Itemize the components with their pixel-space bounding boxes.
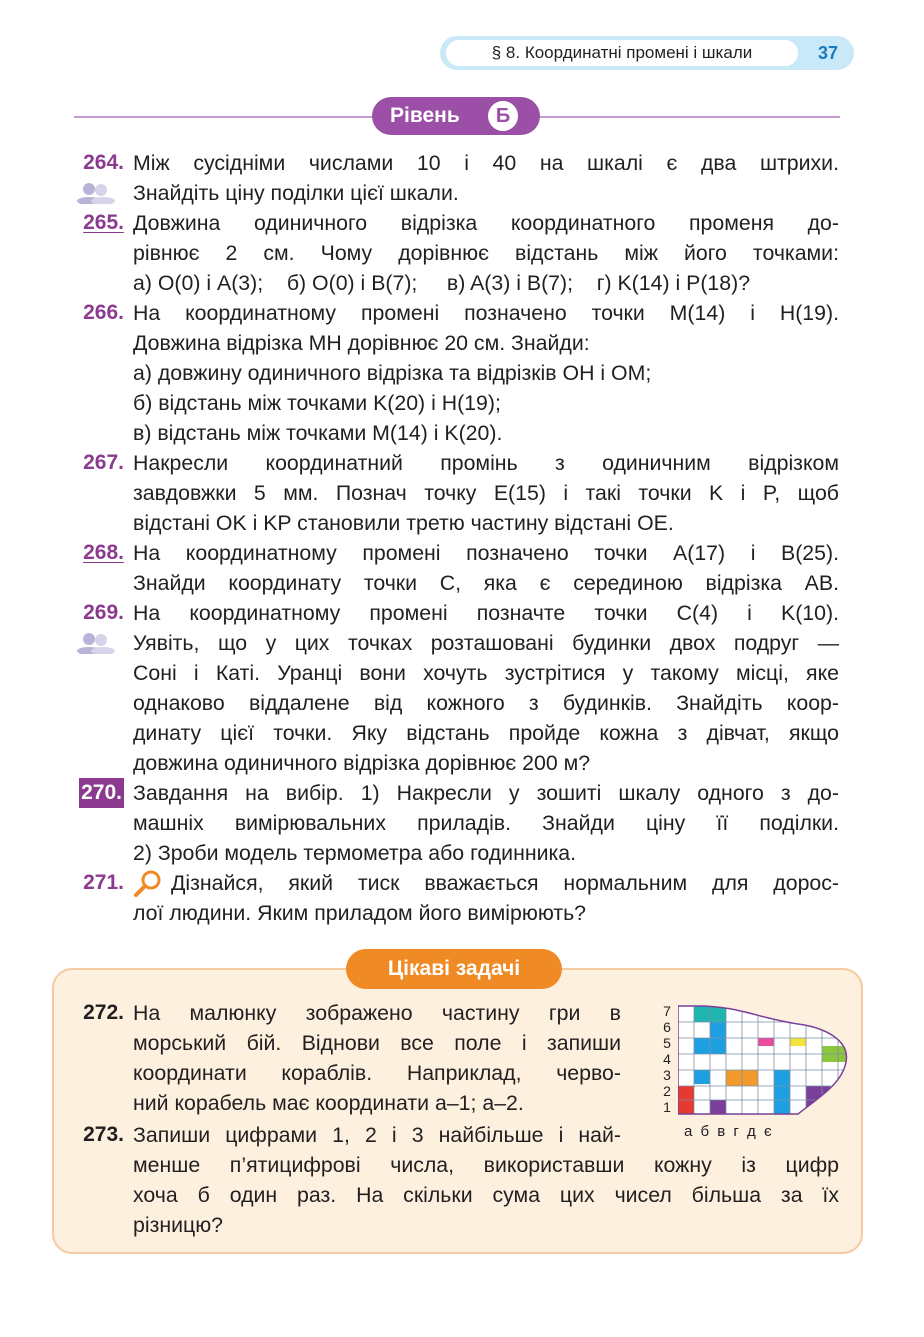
grid-row-label: 3: [663, 1067, 671, 1083]
problem-number: 266.: [83, 301, 124, 324]
problem-number: 272.: [83, 1001, 124, 1024]
grid-row-label: 1: [663, 1099, 671, 1115]
fun-section-title: Цікаві задачі: [346, 949, 562, 989]
problem-line: Соні і Каті. Уранці вони хочуть зустрітися у такому місці, яке: [133, 661, 839, 685]
problem-line: хоча б один раз. На скільки сума цих чисел більша за їх: [133, 1183, 839, 1207]
problem-line: На малюнку зображено частину гри в: [133, 1001, 621, 1025]
problem-line: Запиши цифрами 1, 2 і 3 найбільше і най-: [133, 1123, 621, 1147]
problem-line: Довжина відрізка MH дорівнює 20 см. Знайди:: [133, 331, 590, 355]
battleship-grid: [660, 1002, 850, 1142]
problem-number: 271.: [83, 871, 124, 894]
problem-line: Накресли координатний промінь з одиничним відрізком: [133, 451, 839, 475]
problem-line: а) довжину одиничного відрізка та відрізків OH і OM;: [133, 361, 652, 385]
grid-row-label: 4: [663, 1051, 671, 1067]
section-title: § 8. Координатні промені і шкали: [446, 40, 798, 66]
problem-line: рівнює 2 см. Чому дорівнює відстань між його точками:: [133, 241, 839, 265]
problem-number: 265.: [83, 211, 124, 234]
problem-line: Знайди координату точки C, яка є серединою відрізка AB.: [133, 571, 839, 595]
problem-line: динату цієї точки. Яку відстань пройде кожна з дівчат, якщо: [133, 721, 839, 745]
grid-row-label: 6: [663, 1019, 671, 1035]
problem-line: На координатному промені позначте точки C(4) і K(10).: [133, 601, 839, 625]
magnifier-icon: [133, 869, 163, 897]
problem-line: відстані OK і KP становили третю частину відстані OE.: [133, 511, 674, 535]
problem-number: 267.: [83, 451, 124, 474]
grid-column-labels: а б в г д є: [684, 1123, 774, 1140]
problem-line: Між сусідніми числами 10 і 40 на шкалі є два штрихи.: [133, 151, 839, 175]
problem-line: Завдання на вибір. 1) Накресли у зошиті шкалу одного з до-: [133, 781, 839, 805]
problem-line: менше п’ятицифрові числа, використавши кожну із цифр: [133, 1153, 839, 1177]
problem-number: 273.: [83, 1123, 124, 1146]
problem-number: 269.: [83, 601, 124, 624]
problem-line: координати кораблів. Наприклад, черво-: [133, 1061, 621, 1085]
pair-work-icon: [75, 632, 117, 654]
grid-row-label: 7: [663, 1003, 671, 1019]
problem-line: однаково віддалене від кожного з будинків. Знайдіть коор-: [133, 691, 839, 715]
grid-row-label: 5: [663, 1035, 671, 1051]
problem-line: різницю?: [133, 1213, 224, 1237]
problem-line: б) відстань між точками K(20) і H(19);: [133, 391, 501, 415]
problem-number: 264.: [83, 151, 124, 174]
problem-number: 270.: [79, 778, 124, 808]
problem-line: лої людини. Яким приладом його вимірюють?: [133, 901, 587, 925]
problem-line: в) відстань між точками M(14) і K(20).: [133, 421, 503, 445]
problem-line: а) O(0) і A(3); б) O(0) і B(7); в) A(3) і B(7); г) K(14) і P(18)?: [133, 271, 751, 295]
problem-line: Дізнайся, який тиск вважається нормальним для дорос-: [171, 871, 839, 895]
grid-drawing: [678, 1002, 850, 1120]
page-number: 37: [817, 43, 839, 63]
pair-work-icon: [75, 182, 117, 204]
problem-line: ний корабель має координати а–1; а–2.: [133, 1091, 524, 1115]
problem-line: морський бій. Віднови все поле і запиши: [133, 1031, 621, 1055]
problem-line: 2) Зроби модель термометра або годинника.: [133, 841, 577, 865]
level-label: Рівень: [390, 104, 460, 127]
problem-line: довжина одиничного відрізка дорівнює 200 м?: [133, 751, 591, 775]
level-letter: Б: [488, 101, 518, 131]
problem-number: 268.: [83, 541, 124, 564]
problem-line: Уявіть, що у цих точках розташовані будинки двох подруг —: [133, 631, 839, 655]
problem-line: Довжина одиничного відрізка координатного променя до-: [133, 211, 839, 235]
problem-line: машніх вимірювальних приладів. Знайди ціну її поділки.: [133, 811, 839, 835]
problem-line: На координатному промені позначено точки M(14) і H(19).: [133, 301, 839, 325]
grid-row-label: 2: [663, 1083, 671, 1099]
problem-line: На координатному промені позначено точки A(17) і B(25).: [133, 541, 839, 565]
problem-line: завдовжки 5 мм. Познач точку E(15) і такі точки K і P, щоб: [133, 481, 839, 505]
problem-line: Знайдіть ціну поділки цієї шкали.: [133, 181, 459, 205]
level-badge: [372, 97, 540, 135]
